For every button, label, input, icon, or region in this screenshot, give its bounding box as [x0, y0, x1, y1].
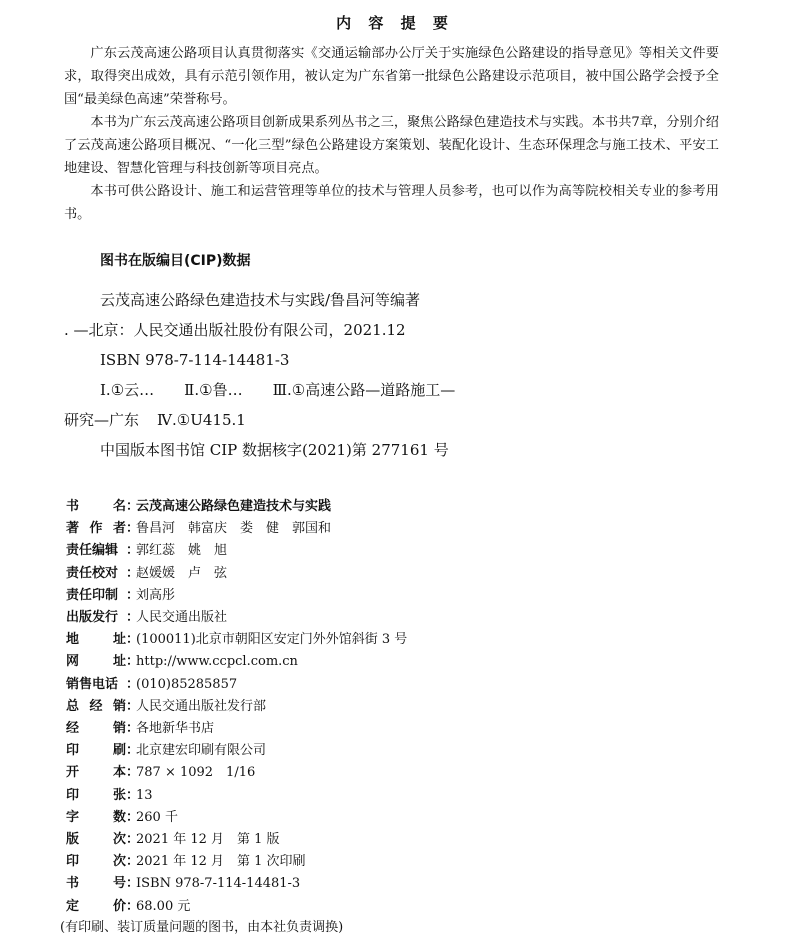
colophon-row — [66, 718, 726, 740]
colophon-label-char: 销 — [112, 721, 126, 737]
colophon-value: ISBN 978-7-114-14481-3 — [136, 876, 301, 892]
cip-verify-line: 中国版本图书馆 CIP 数据核字(2021)第 277161 号 — [100, 441, 449, 459]
summary-section — [64, 42, 719, 226]
colophon-value: http://www.ccpcl.com.cn — [136, 654, 298, 670]
colophon-colon: ： — [126, 654, 140, 670]
cip-class-1: Ⅰ.①云… — [100, 381, 155, 399]
colophon-label — [66, 674, 126, 696]
colophon-label — [66, 607, 126, 629]
colophon-colon: ： — [126, 898, 140, 914]
summary-paragraph: 本书为广东云茂高速公路项目创新成果系列丛书之三，聚焦公路绿色建造技术与实践。本书共7章，分别介绍了云茂高速公路项目概况、“一化三型”绿色公路建设方案策划、装配化设计、生态环保理念与施工技术、平安工地建设、智慧化管理与科技创新等项目亮点。 — [64, 115, 719, 176]
colophon-row — [66, 629, 726, 651]
colophon-colon: ： — [126, 676, 140, 692]
colophon-label — [66, 563, 126, 585]
summary-title: 内 容 提 要 — [336, 14, 454, 32]
colophon-colon: ： — [126, 632, 140, 648]
colophon-label-char: 印 — [66, 787, 80, 803]
colophon-value: 赵媛媛 卢 弦 — [136, 565, 228, 581]
colophon-colon: ： — [126, 565, 140, 581]
cip-class-2: Ⅱ.①鲁… — [184, 381, 243, 399]
colophon-value: (100011)北京市朝阳区安定门外外馆斜街 3 号 — [136, 632, 408, 648]
colophon-row — [66, 540, 726, 562]
colophon-label-char: 地 — [66, 632, 80, 648]
colophon-value: 刘高彤 — [136, 587, 176, 603]
colophon-label — [66, 829, 126, 851]
colophon-value: 787 × 1092 1/16 — [136, 765, 256, 781]
colophon-value: 2021 年 12 月 第 1 次印刷 — [136, 854, 306, 870]
colophon-label-char: 址 — [112, 632, 126, 648]
colophon-label-char: 经 — [89, 698, 103, 714]
colophon-value: 人民交通出版社发行部 — [136, 698, 267, 714]
summary-paragraph: 广东云茂高速公路项目认真贯彻落实《交通运输部办公厅关于实施绿色公路建设的指导意见》等相关文件要求，取得突出成效，具有示范引领作用，被认定为广东省第一批绿色公路建设示范项目，被中国公路学会授予全国“最美绿色高速”荣誉称号。 — [64, 46, 719, 107]
colophon-value: 13 — [136, 787, 153, 803]
colophon-label-char: 张 — [112, 787, 126, 803]
colophon-row — [66, 696, 726, 718]
cip-record — [64, 285, 724, 465]
colophon-label-char: 版 — [66, 832, 80, 848]
colophon-colon: ： — [126, 698, 140, 714]
colophon-label — [66, 540, 126, 562]
colophon-row — [66, 563, 726, 585]
colophon-label-char: 著 — [66, 521, 80, 537]
cip-title-line: 云茂高速公路绿色建造技术与实践/鲁昌河等编著 — [100, 291, 421, 309]
cip-heading: 图书在版编目(CIP)数据 — [100, 253, 251, 269]
colophon-label-char: 责任印制 — [66, 587, 119, 603]
colophon-value: 260 千 — [136, 809, 178, 825]
colophon-label-char: 总 — [66, 698, 80, 714]
colophon-label-char: 号 — [112, 876, 126, 892]
cip-class-3: Ⅲ.①高速公路—道路施工— — [272, 381, 456, 399]
colophon-colon: ： — [126, 854, 140, 870]
colophon-colon: ： — [126, 499, 140, 514]
colophon-label — [66, 585, 126, 607]
colophon-colon: ： — [126, 543, 140, 559]
colophon-colon: ： — [126, 876, 140, 892]
colophon-label — [66, 718, 126, 740]
cip-classification-cont-line — [64, 405, 724, 435]
colophon-label-char: 经 — [66, 721, 80, 737]
colophon-value: 云茂高速公路绿色建造技术与实践 — [136, 499, 332, 514]
colophon-label — [66, 785, 126, 807]
colophon-value: 2021 年 12 月 第 1 版 — [136, 832, 280, 848]
colophon-row — [66, 740, 726, 762]
colophon-label-char: 定 — [66, 898, 80, 914]
cip-class-4: Ⅳ.①U415.1 — [157, 411, 246, 429]
colophon-row — [66, 674, 726, 696]
colophon-label-char: 销 — [112, 698, 126, 714]
colophon-row — [66, 829, 726, 851]
colophon-row — [66, 607, 726, 629]
colophon-label — [66, 696, 126, 718]
colophon-colon: ： — [126, 765, 140, 781]
colophon-row — [66, 896, 726, 918]
colophon-label-char: 刷 — [112, 743, 126, 759]
cip-class-3-cont: 研究—广东 — [64, 411, 140, 429]
colophon-label-char: 价 — [112, 898, 126, 914]
colophon-label-char: 名 — [112, 499, 126, 514]
colophon-colon: ： — [126, 521, 140, 537]
colophon-label-char: 书 — [66, 499, 80, 514]
colophon-label-char: 开 — [66, 765, 80, 781]
colophon-label — [66, 518, 126, 540]
colophon-label-char: 数 — [112, 809, 126, 825]
colophon-colon: ： — [126, 587, 140, 603]
colophon-label-char: 次 — [112, 854, 126, 870]
cip-publisher-line: . —北京：人民交通出版社股份有限公司，2021.12 — [64, 321, 406, 339]
colophon-label-char: 网 — [66, 654, 80, 670]
colophon-label — [66, 496, 126, 518]
colophon-colon: ： — [126, 832, 140, 848]
colophon-row — [66, 518, 726, 540]
colophon-label — [66, 740, 126, 762]
colophon-row — [66, 585, 726, 607]
colophon-label-char: 次 — [112, 832, 126, 848]
colophon-label-char: 字 — [66, 809, 80, 825]
colophon-value: 68.00 元 — [136, 898, 191, 914]
colophon-row — [66, 651, 726, 673]
colophon-label-char: 责任校对 — [66, 565, 119, 581]
colophon-colon: ： — [126, 721, 140, 737]
colophon-value: (010)85285857 — [136, 676, 238, 692]
colophon-label — [66, 762, 126, 784]
colophon-label-char: 印 — [66, 743, 80, 759]
colophon-row — [66, 785, 726, 807]
colophon-row — [66, 873, 726, 895]
colophon-label — [66, 807, 126, 829]
colophon-label-char: 址 — [112, 654, 126, 670]
quality-notice: (有印刷、装订质量问题的图书，由本社负责调换) — [60, 920, 344, 935]
colophon-label — [66, 851, 126, 873]
colophon-list — [66, 496, 726, 918]
colophon-label — [66, 651, 126, 673]
colophon-value: 各地新华书店 — [136, 721, 215, 737]
colophon-label-char: 作 — [89, 521, 103, 537]
cip-isbn-line: ISBN 978-7-114-14481-3 — [100, 351, 290, 369]
colophon-label — [66, 896, 126, 918]
colophon-colon: ： — [126, 610, 140, 626]
colophon-label-char: 销售电话 — [66, 676, 119, 692]
colophon-row — [66, 496, 726, 518]
colophon-value: 鲁昌河 韩富庆 娄 健 郭国和 — [136, 521, 332, 537]
colophon-label — [66, 629, 126, 651]
colophon-value: 郭红蕊 姚 旭 — [136, 543, 228, 559]
colophon-label-char: 书 — [66, 876, 80, 892]
colophon-label-char: 者 — [112, 521, 126, 537]
colophon-label — [66, 873, 126, 895]
colophon-label-char: 责任编辑 — [66, 543, 119, 559]
summary-paragraph: 本书可供公路设计、施工和运营管理等单位的技术与管理人员参考，也可以作为高等院校相关专业的参考用书。 — [64, 184, 719, 222]
colophon-colon: ： — [126, 809, 140, 825]
colophon-label-char: 出版发行 — [66, 610, 119, 626]
colophon-colon: ： — [126, 787, 140, 803]
colophon-row — [66, 807, 726, 829]
colophon-label-char: 本 — [112, 765, 126, 781]
colophon-row — [66, 762, 726, 784]
colophon-colon: ： — [126, 743, 140, 759]
colophon-label-char: 印 — [66, 854, 80, 870]
colophon-row — [66, 851, 726, 873]
colophon-value: 人民交通出版社 — [136, 610, 228, 626]
cip-classification-line — [64, 375, 724, 405]
colophon-value: 北京建宏印刷有限公司 — [136, 743, 267, 759]
